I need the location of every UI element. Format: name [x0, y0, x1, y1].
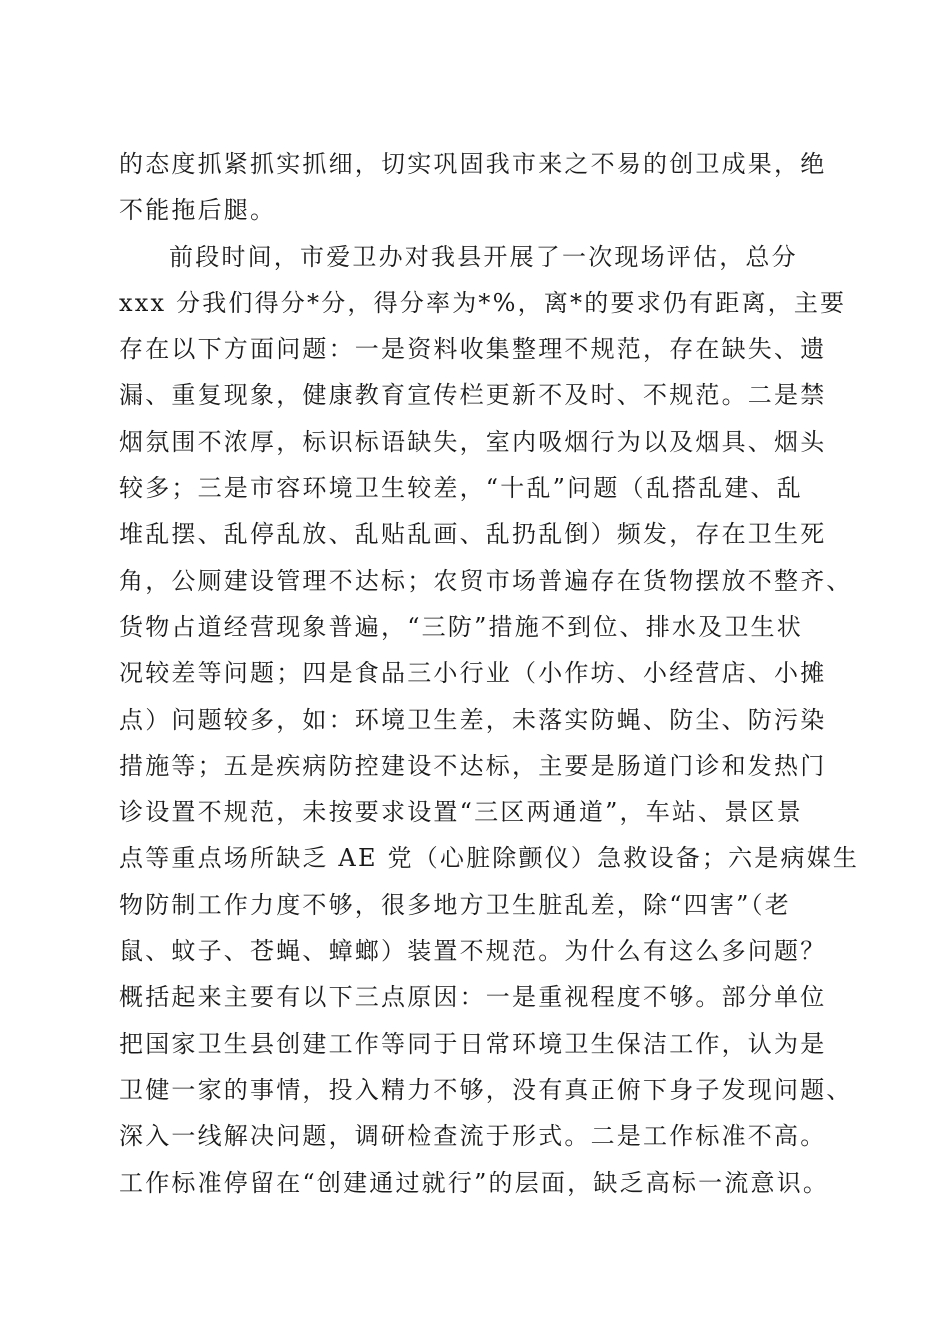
text-line: 较多；三是市容环境卫生较差，“十乱”问题（乱搭乱建、乱 [119, 474, 803, 503]
text-line: 卫健一家的事情，投入精力不够，没有真正俯下身子发现问题、 [119, 1075, 853, 1104]
text-line: 不能拖后腿。 [119, 196, 277, 225]
text-line: 货物占道经营现象普遍，“三防”措施不到位、排水及卫生状 [119, 612, 803, 641]
text-line: 况较差等问题；四是食品三小行业（小作坊、小经营店、小摊 [119, 659, 827, 688]
text-line: 概括起来主要有以下三点原因：一是重视程度不够。部分单位 [119, 983, 827, 1012]
paragraph-1 [119, 141, 831, 234]
text-line: 角，公厕建设管理不达标；农贸市场普遍存在货物摆放不整齐、 [119, 566, 853, 595]
text-line: 点等重点场所缺乏 AE 党（心脏除颤仪）急救设备；六是病媒生 [119, 844, 860, 873]
text-line: 深入一线解决问题，调研检查流于形式。二是工作标准不高。 [119, 1122, 827, 1151]
paragraph-2 [119, 234, 860, 1206]
text-line: xxx 分我们得分*分，得分率为*%，离*的要求仍有距离，主要 [119, 288, 847, 317]
text-line: 存在以下方面问题：一是资料收集整理不规范，存在缺失、遗 [119, 335, 827, 364]
text-line: 堆乱摆、乱停乱放、乱贴乱画、乱扔乱倒）频发，存在卫生死 [119, 520, 827, 549]
text-line: 物防制工作力度不够，很多地方卫生脏乱差，除“四害”（老 [119, 890, 791, 919]
text-line: 措施等；五是疾病防控建设不达标，主要是肠道门诊和发热门 [119, 751, 827, 780]
text-line: 诊设置不规范，未按要求设置“三区两通道”，车站、景区景 [119, 798, 803, 827]
text-line: 工作标准停留在“创建通过就行”的层面，缺乏高标一流意识。 [119, 1168, 830, 1197]
text-line: 漏、重复现象，健康教育宣传栏更新不及时、不规范。二是禁 [119, 381, 827, 410]
text-line: 鼠、蚊子、苍蝇、蟑螂）装置不规范。为什么有这么多问题？ [119, 937, 827, 966]
text-line: 点）问题较多，如：环境卫生差，未落实防蝇、防尘、防污染 [119, 705, 827, 734]
text-line-indented: 前段时间，市爱卫办对我县开展了一次现场评估，总分 [169, 242, 798, 271]
text-line: 的态度抓紧抓实抓细，切实巩固我市来之不易的创卫成果，绝 [119, 150, 827, 178]
text-line: 把国家卫生县创建工作等同于日常环境卫生保洁工作，认为是 [119, 1029, 827, 1058]
text-line: 烟氛围不浓厚，标识标语缺失，室内吸烟行为以及烟具、烟头 [119, 427, 827, 456]
body-text [119, 141, 860, 1206]
